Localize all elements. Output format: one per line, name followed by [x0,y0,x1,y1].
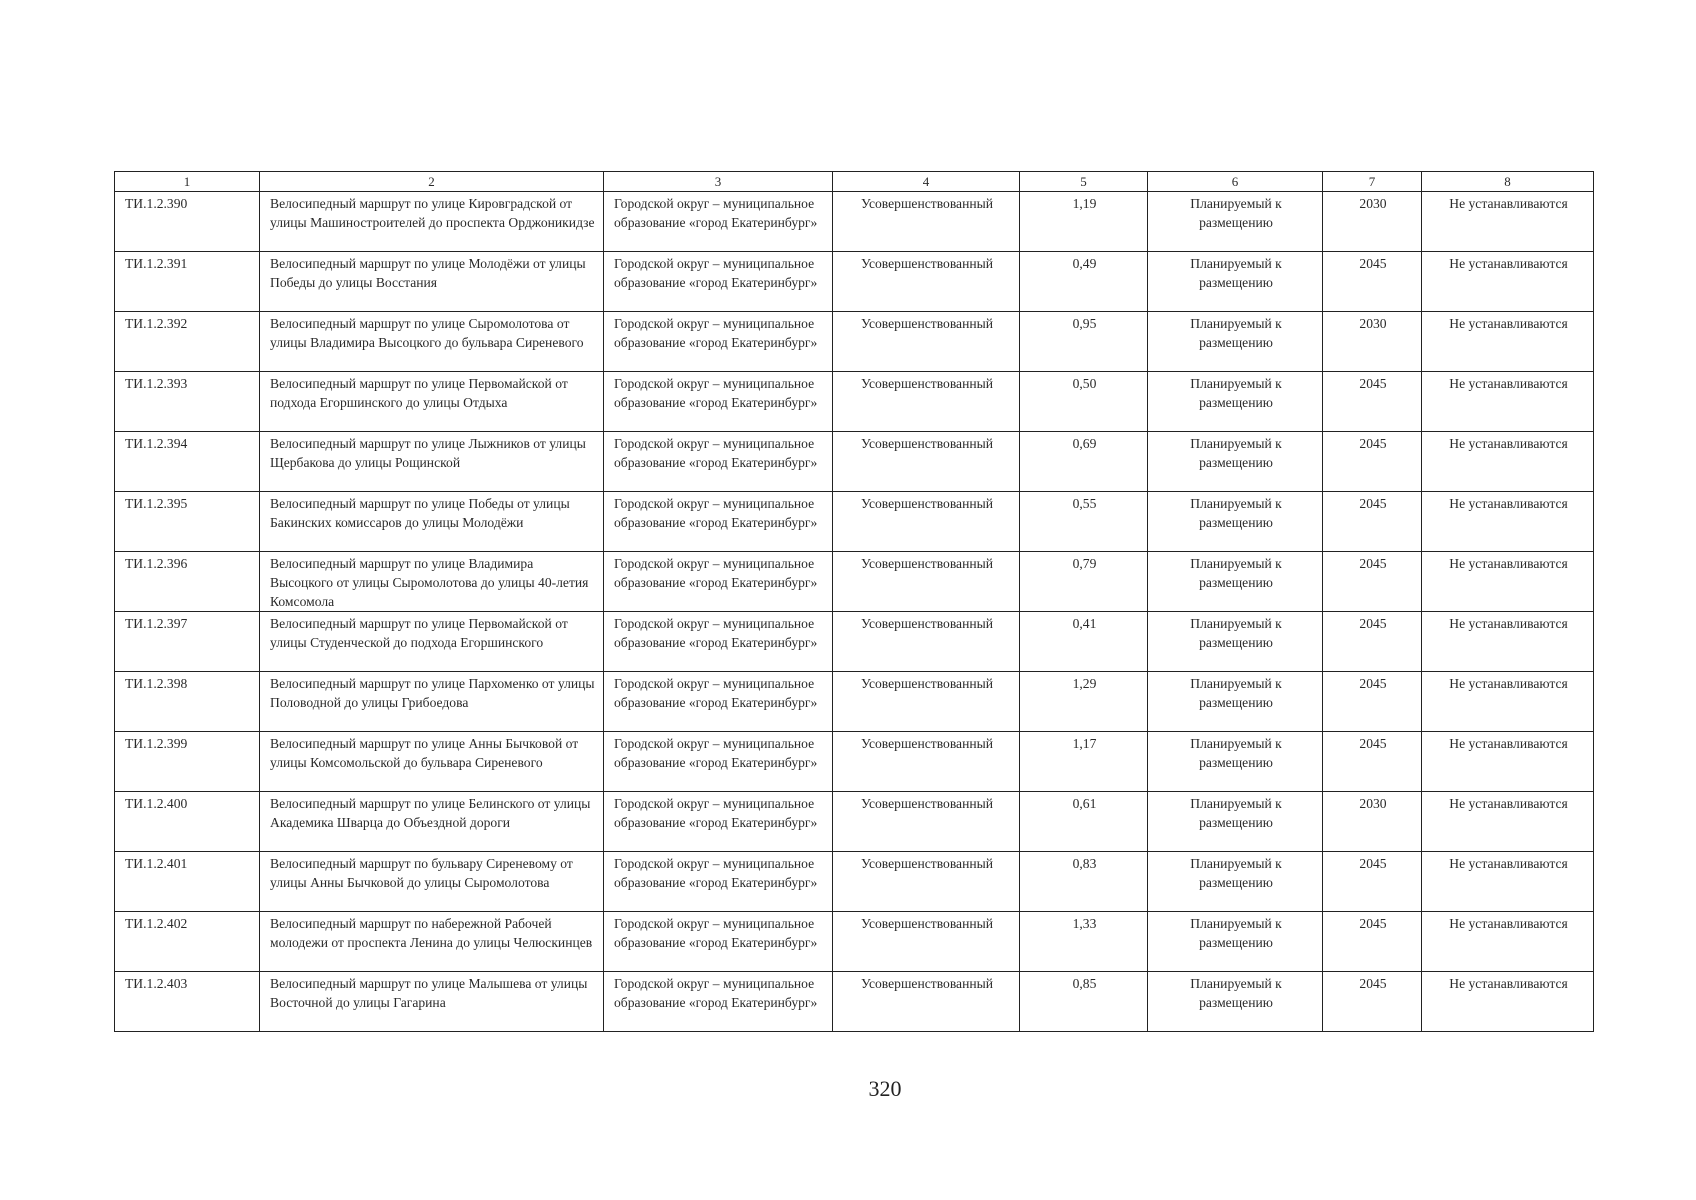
column-header: 1 [115,172,260,192]
object-name: Велосипедный маршрут по улице Белинского от улицы Академика Шварца до Объездной дороги [260,792,604,852]
object-length: 0,79 [1020,552,1148,612]
object-location: Городской округ – муниципальное образование «город Екатеринбург» [604,732,833,792]
object-code: ТИ.1.2.400 [115,792,260,852]
table-row [115,852,1594,912]
object-name: Велосипедный маршрут по улице Владимира Высоцкого от улицы Сыромолотова до улицы 40-летия Комсомола [260,552,604,612]
object-length: 0,95 [1020,312,1148,372]
column-header: 8 [1422,172,1594,192]
object-zones: Не устанавливаются [1422,852,1594,912]
object-location: Городской округ – муниципальное образование «город Екатеринбург» [604,612,833,672]
table-row [115,732,1594,792]
object-name: Велосипедный маршрут по улице Победы от улицы Бакинских комиссаров до улицы Молодёжи [260,492,604,552]
object-type: Усовершенствованный [833,312,1020,372]
column-header: 7 [1323,172,1422,192]
object-type: Усовершенствованный [833,252,1020,312]
object-code: ТИ.1.2.402 [115,912,260,972]
object-status: Планируемый к размещению [1148,672,1323,732]
column-header: 4 [833,172,1020,192]
object-zones: Не устанавливаются [1422,672,1594,732]
object-location: Городской округ – муниципальное образование «город Екатеринбург» [604,792,833,852]
object-year: 2045 [1323,612,1422,672]
object-location: Городской округ – муниципальное образование «город Екатеринбург» [604,972,833,1032]
column-header: 6 [1148,172,1323,192]
object-zones: Не устанавливаются [1422,492,1594,552]
table-row [115,252,1594,312]
column-header: 3 [604,172,833,192]
column-header: 5 [1020,172,1148,192]
object-name: Велосипедный маршрут по набережной Рабочей молодежи от проспекта Ленина до улицы Челюскинцев [260,912,604,972]
object-location: Городской округ – муниципальное образование «город Екатеринбург» [604,192,833,252]
object-status: Планируемый к размещению [1148,252,1323,312]
object-length: 0,69 [1020,432,1148,492]
object-type: Усовершенствованный [833,672,1020,732]
object-name: Велосипедный маршрут по улице Первомайской от улицы Студенческой до подхода Егоршинского [260,612,604,672]
object-length: 0,61 [1020,792,1148,852]
object-name: Велосипедный маршрут по улице Молодёжи от улицы Победы до улицы Восстания [260,252,604,312]
object-location: Городской округ – муниципальное образование «город Екатеринбург» [604,432,833,492]
object-status: Планируемый к размещению [1148,792,1323,852]
object-length: 1,19 [1020,192,1148,252]
object-zones: Не устанавливаются [1422,372,1594,432]
object-type: Усовершенствованный [833,372,1020,432]
object-type: Усовершенствованный [833,732,1020,792]
column-header: 2 [260,172,604,192]
table-row [115,792,1594,852]
object-year: 2030 [1323,312,1422,372]
object-length: 0,41 [1020,612,1148,672]
object-type: Усовершенствованный [833,912,1020,972]
object-status: Планируемый к размещению [1148,432,1323,492]
object-status: Планируемый к размещению [1148,732,1323,792]
object-code: ТИ.1.2.390 [115,192,260,252]
object-status: Планируемый к размещению [1148,972,1323,1032]
object-zones: Не устанавливаются [1422,432,1594,492]
routes-table [114,171,1594,1032]
object-year: 2045 [1323,732,1422,792]
object-status: Планируемый к размещению [1148,612,1323,672]
table-row [115,912,1594,972]
object-code: ТИ.1.2.395 [115,492,260,552]
object-location: Городской округ – муниципальное образование «город Екатеринбург» [604,852,833,912]
object-code: ТИ.1.2.398 [115,672,260,732]
object-name: Велосипедный маршрут по бульвару Сиреневому от улицы Анны Бычковой до улицы Сыромолотова [260,852,604,912]
object-status: Планируемый к размещению [1148,312,1323,372]
object-type: Усовершенствованный [833,552,1020,612]
object-length: 1,17 [1020,732,1148,792]
object-year: 2045 [1323,252,1422,312]
object-zones: Не устанавливаются [1422,792,1594,852]
object-name: Велосипедный маршрут по улице Первомайской от подхода Егоршинского до улицы Отдыха [260,372,604,432]
table-row [115,372,1594,432]
object-location: Городской округ – муниципальное образование «город Екатеринбург» [604,912,833,972]
object-type: Усовершенствованный [833,192,1020,252]
table-header-row [115,172,1594,192]
table-row [115,612,1594,672]
table-row [115,552,1594,612]
object-length: 1,33 [1020,912,1148,972]
page-number: 320 [868,1076,902,1101]
object-location: Городской округ – муниципальное образование «город Екатеринбург» [604,252,833,312]
object-name: Велосипедный маршрут по улице Сыромолотова от улицы Владимира Высоцкого до бульвара Сиреневого [260,312,604,372]
object-location: Городской округ – муниципальное образование «город Екатеринбург» [604,312,833,372]
object-year: 2045 [1323,492,1422,552]
table-row [115,672,1594,732]
object-code: ТИ.1.2.393 [115,372,260,432]
object-type: Усовершенствованный [833,432,1020,492]
object-year: 2030 [1323,192,1422,252]
object-type: Усовершенствованный [833,492,1020,552]
object-year: 2045 [1323,372,1422,432]
object-status: Планируемый к размещению [1148,852,1323,912]
object-year: 2045 [1323,432,1422,492]
object-length: 0,50 [1020,372,1148,432]
object-name: Велосипедный маршрут по улице Малышева от улицы Восточной до улицы Гагарина [260,972,604,1032]
object-zones: Не устанавливаются [1422,912,1594,972]
object-zones: Не устанавливаются [1422,732,1594,792]
object-length: 0,49 [1020,252,1148,312]
object-location: Городской округ – муниципальное образование «город Екатеринбург» [604,372,833,432]
object-name: Велосипедный маршрут по улице Кировградской от улицы Машиностроителей до проспекта Орджоникидзе [260,192,604,252]
object-code: ТИ.1.2.391 [115,252,260,312]
object-type: Усовершенствованный [833,852,1020,912]
object-location: Городской округ – муниципальное образование «город Екатеринбург» [604,492,833,552]
object-year: 2045 [1323,912,1422,972]
object-type: Усовершенствованный [833,612,1020,672]
table-row [115,312,1594,372]
object-name: Велосипедный маршрут по улице Анны Бычковой от улицы Комсомольской до бульвара Сиреневого [260,732,604,792]
table-row [115,432,1594,492]
object-length: 1,29 [1020,672,1148,732]
object-length: 0,83 [1020,852,1148,912]
object-year: 2045 [1323,672,1422,732]
object-code: ТИ.1.2.401 [115,852,260,912]
object-status: Планируемый к размещению [1148,552,1323,612]
object-code: ТИ.1.2.403 [115,972,260,1032]
object-status: Планируемый к размещению [1148,492,1323,552]
table-row [115,492,1594,552]
object-zones: Не устанавливаются [1422,252,1594,312]
object-type: Усовершенствованный [833,792,1020,852]
object-location: Городской округ – муниципальное образование «город Екатеринбург» [604,552,833,612]
object-status: Планируемый к размещению [1148,192,1323,252]
object-zones: Не устанавливаются [1422,972,1594,1032]
object-code: ТИ.1.2.399 [115,732,260,792]
object-code: ТИ.1.2.392 [115,312,260,372]
object-year: 2030 [1323,792,1422,852]
object-length: 0,55 [1020,492,1148,552]
object-zones: Не устанавливаются [1422,312,1594,372]
object-name: Велосипедный маршрут по улице Пархоменко от улицы Половодной до улицы Грибоедова [260,672,604,732]
object-name: Велосипедный маршрут по улице Лыжников от улицы Щербакова до улицы Рощинской [260,432,604,492]
object-year: 2045 [1323,552,1422,612]
object-location: Городской округ – муниципальное образование «город Екатеринбург» [604,672,833,732]
object-code: ТИ.1.2.397 [115,612,260,672]
object-zones: Не устанавливаются [1422,552,1594,612]
object-status: Планируемый к размещению [1148,372,1323,432]
object-status: Планируемый к размещению [1148,912,1323,972]
object-code: ТИ.1.2.396 [115,552,260,612]
object-zones: Не устанавливаются [1422,192,1594,252]
table-row [115,972,1594,1032]
table-row [115,192,1594,252]
object-year: 2045 [1323,852,1422,912]
object-type: Усовершенствованный [833,972,1020,1032]
object-code: ТИ.1.2.394 [115,432,260,492]
object-zones: Не устанавливаются [1422,612,1594,672]
object-length: 0,85 [1020,972,1148,1032]
object-year: 2045 [1323,972,1422,1032]
